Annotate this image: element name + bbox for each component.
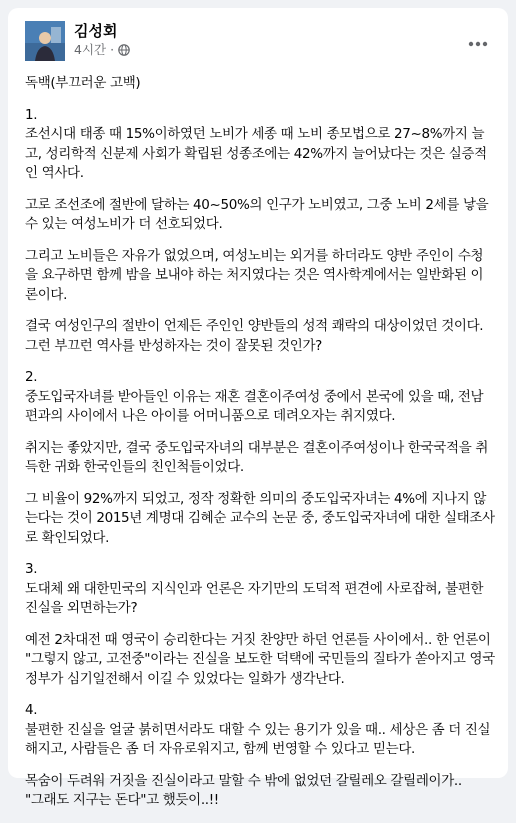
post-title: 독백(부끄러운 고백) [25, 75, 141, 91]
post-time[interactable]: 4시간 [74, 42, 107, 57]
post-header [8, 8, 508, 72]
avatar[interactable] [25, 21, 65, 61]
section-number: 2. [25, 369, 38, 385]
more-horizontal-icon [468, 41, 488, 47]
globe-icon[interactable] [118, 44, 130, 56]
section-number: 4. [25, 702, 38, 718]
post-paragraph: 그리고 노비들은 자유가 없었으며, 여성노비는 외거를 하더라도 양반 주인이 수청을 요구하면 함께 밤을 보내야 하는 처지였다는 것은 역사학계에서는 일반화된 이론이다. [25, 247, 484, 303]
section-number: 3. [25, 561, 38, 577]
post-card [8, 8, 508, 808]
post-paragraph: 결국 여성인구의 절반이 언제든 주인인 양반들의 성적 쾌락의 대상이었던 것이다. 그런 부끄런 역사를 반성하자는 것이 잘못된 것인가? [25, 318, 488, 354]
meta-separator: · [110, 42, 115, 57]
section-number: 1. [25, 106, 38, 123]
post-paragraph: 중도입국자녀를 받아들인 이유는 재혼 결혼이주여성 중에서 본국에 있을 때, 전남편과의 사이에서 나은 아이를 어머니품으로 데려오자는 취지였다. [25, 388, 484, 424]
post-paragraph: 취지는 좋았지만, 결국 중도입국자녀의 대부분은 결혼이주여성이나 한국국적을 취득한 귀화 한국인들의 친인척들이었다. [25, 439, 489, 475]
post-paragraph: 목숨이 두려워 거짓을 진실이라고 말할 수 밖에 없었던 갈릴레오 갈릴레이가.. "그래도 지구는 돈다"고 했듯이..!! [25, 772, 462, 808]
post-paragraph: 조선시대 태종 때 15%이하였던 노비가 세종 때 노비 종모법으로 27~8%까지 늘고, 성리학적 신분제 사회가 확립된 성종조에는 42%까지 늘어났다는 것은 실증적인 역사다. [25, 126, 487, 181]
post-paragraph: 고로 조선조에 절반에 달하는 40~50%의 인구가 노비였고, 그중 노비 2세를 낳을 수 있는 여성노비가 더 선호되었다. [25, 196, 493, 232]
post-paragraph: 예전 2차대전 때 영국이 승리한다는 거짓 찬양만 하던 언론들 사이에서.. 한 언론이 "그렇지 않고, 고전중"이라는 진실을 보도한 덕택에 국민들의 질타가 쏟아지고 영국정부가 심기일전해서 이길 수 있었다는 일화가 생각난다. [25, 631, 495, 687]
post-meta [74, 42, 130, 58]
post-paragraph: 그 비율이 92%까지 되었고, 정작 정확한 의미의 중도입국자녀는 4%에 지나지 않는다는 것이 2015년 계명대 김혜순 교수의 논문 중, 중도입국자녀에 대한 실태조사로 확인되었다. [25, 490, 495, 546]
profile-photo [25, 21, 65, 61]
more-options-button[interactable] [460, 26, 496, 62]
post-paragraph: 도대체 왜 대한민국의 지식인과 언론은 자기만의 도덕적 편견에 사로잡혀, 불편한 진실을 외면하는가? [25, 580, 488, 616]
post-text [25, 74, 495, 823]
post-paragraph: 불편한 진실을 얼굴 붉히면서라도 대할 수 있는 용기가 있을 때.. 세상은 좀 더 진실해지고, 사람들은 좀 더 자유로워지고, 함께 번영할 수 있다고 믿는다. [25, 721, 491, 757]
post-author[interactable]: 김성회 [74, 22, 118, 40]
